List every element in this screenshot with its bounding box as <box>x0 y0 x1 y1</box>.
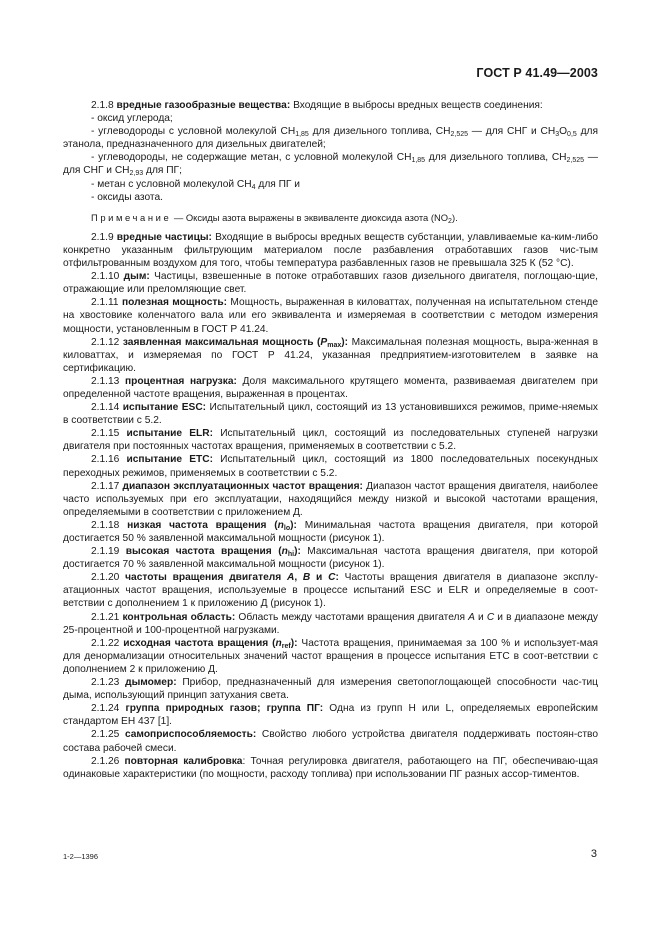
clause-text: Максимальная полезная мощность, выра-женная в киловаттах, и измеряемая по ГОСТ Р 41.24, указанная предприятием-изготовителем в заявке на сертификацию. <box>63 336 598 374</box>
clause-text: Максимальная частота вращения двигателя, при которой достигается 70 % заявленной максимальной мощности (рисунок 1). <box>63 546 598 571</box>
clause-2-1-11 <box>63 296 598 335</box>
clause-term: диапазон эксплуатационных частот вращения: <box>122 480 363 492</box>
clause-number: 2.1.14 <box>91 402 123 414</box>
term-symbol: P <box>320 336 328 348</box>
speed-symbol: C <box>486 611 495 623</box>
clause-number: 2.1.21 <box>91 611 123 623</box>
clause-number: 2.1.9 <box>91 231 117 243</box>
clause-2-1-21 <box>63 611 598 637</box>
term-text: частоты вращения двигателя <box>125 572 287 584</box>
clause-term <box>127 520 297 531</box>
clause-term: испытание ЕТС: <box>126 454 213 466</box>
clause-text: Мощность, выраженная в киловаттах, полученная на испытательном стенде на хвостовике коленчатого вала или его эквивалента и измеряемая в соответствии с методом измерения мощности, установленным в ГОСТ Р 41.24. <box>63 297 598 335</box>
term-text: ): <box>341 336 349 348</box>
list-text: для дизельного топлива, CH <box>425 152 567 164</box>
clause-2-1-12 <box>63 336 598 375</box>
clause-2-1-17 <box>63 480 598 519</box>
list-text: для этанола, предназначенного для дизельных двигателей; <box>63 126 598 151</box>
clause-term: повторная калибровка <box>124 755 243 767</box>
clause-number: 2.1.24 <box>91 703 126 715</box>
clause-text: и в диапазоне между 25-процентной и 100-процентной нагрузками. <box>63 611 599 636</box>
clause-term <box>123 638 297 649</box>
term-text: низкая частота вращения ( <box>127 519 278 531</box>
term-symbol: n <box>275 637 282 649</box>
standard-code: ГОСТ Р 41.49—2003 <box>476 66 598 80</box>
clause-2-1-10 <box>63 270 598 296</box>
list-text: - метан с условной молекулой CH <box>91 178 252 190</box>
note-text: ). <box>451 211 458 223</box>
term-text: ): <box>294 546 301 558</box>
clause-number: 2.1.18 <box>91 519 128 531</box>
list-item <box>63 125 598 151</box>
clause-number: 2.1.25 <box>91 729 125 741</box>
clause-text: Область между частотами вращения двигателя <box>235 611 469 623</box>
clause-term: вредные газообразные вещества: <box>116 100 291 111</box>
clause-2-1-8 <box>63 99 598 112</box>
clause-term: дым: <box>123 271 150 283</box>
clause-2-1-19 <box>63 545 598 571</box>
subscript: 2 <box>448 217 452 225</box>
clause-text: Прибор, предназначенный для измерения светопоглощающей способности час-тиц дыма, использующий принцип затухания света. <box>63 677 599 702</box>
term-text: , <box>294 572 303 584</box>
clause-term: дымомер: <box>125 677 177 689</box>
subscript: max <box>327 341 342 349</box>
list-text: для ПГ; <box>143 165 182 177</box>
clause-2-1-23 <box>63 676 598 702</box>
clause-number: 2.1.10 <box>91 271 124 283</box>
clause-2-1-9 <box>63 231 598 270</box>
list-text: O <box>559 126 568 138</box>
clause-number: 2.1.23 <box>91 677 126 689</box>
list-item <box>63 151 598 177</box>
subscript: 1,85 <box>411 157 426 165</box>
clause-text: Частицы, взвешенные в потоке отработавших газов дизельного двигателя, поглощаю-щие, отражающие или преломляющие свет. <box>63 271 598 296</box>
list-text: - оксиды азота. <box>91 191 163 203</box>
term-text: ): <box>290 519 297 531</box>
subscript: 2,525 <box>566 157 585 165</box>
page-number: 3 <box>590 848 597 860</box>
term-symbol: n <box>277 519 284 531</box>
clause-text: Одна из групп H или L, определяемых европейским стандартом ЕН 437 [1]. <box>63 703 599 728</box>
term-symbol: A <box>286 572 295 584</box>
clause-2-1-13 <box>63 375 598 401</box>
clause-term: испытание ELR: <box>126 428 214 440</box>
clause-text: Испытательный цикл, состоящий из 1800 последовательных посекундных переходных режимов, применяемых в соответствии с 5.2. <box>63 454 598 479</box>
clause-text: Входящие в выбросы вредных веществ субстанции, улавливаемые ка-ким-либо конкретно указанным фильтрующим материалом после разбавления отработавших газов чис-тым отфильтрованным воздухом для того, чтобы температура разбавленных газов не превышала 325 К (52 °С). <box>63 231 598 270</box>
term-symbol: C <box>328 572 336 584</box>
clause-2-1-20 <box>63 571 598 610</box>
term-text: высокая частота вращения ( <box>125 546 282 558</box>
list-text: — для СНГ и CH <box>468 126 556 138</box>
clause-number: 2.1.8 <box>91 100 117 111</box>
clause-number: 2.1.19 <box>91 546 126 558</box>
clause-term <box>123 337 348 348</box>
list-text: - оксид углерода; <box>91 113 173 125</box>
list-item <box>63 112 598 125</box>
clause-term <box>126 546 301 557</box>
subscript: lo <box>283 524 291 532</box>
note-text: — Оксиды азота выражены в эквиваленте диоксида азота (NO <box>171 211 449 223</box>
clause-2-1-16 <box>63 453 598 479</box>
term-text: и <box>310 572 329 584</box>
clause-number: 2.1.26 <box>91 755 125 767</box>
subscript: 3 <box>555 131 560 139</box>
clause-2-1-24 <box>63 702 598 728</box>
clause-number: 2.1.20 <box>91 572 126 584</box>
clause-text: Испытательный цикл, состоящий из последовательных ступеней нагрузки двигателя при постоянных частотах вращения, применяемых в соответствии с 5.2. <box>63 428 598 453</box>
clause-number: 2.1.15 <box>91 428 127 440</box>
clause-number: 2.1.13 <box>91 375 125 387</box>
clause-text: Минимальная частота вращения двигателя, при которой достигается 50 % заявленной максимальной мощности (рисунок 1). <box>63 519 599 544</box>
clause-number: 2.1.22 <box>91 637 124 649</box>
clause-text: : Точная регулировка двигателя, работающего на ПГ, обеспечиваю-щая одинаковые характеристики (по мощности, расходу топлива) при использовании ПГ разных ассор-тиментов. <box>63 755 598 780</box>
list-text: для дизельного топлива, CH <box>308 126 451 138</box>
clause-text: Частота вращения, принимаемая за 100 % и использует-мая для денормализации относительных значений частот вращения в процессе испытания ЕТС в соот-ветствии с дополнением 2 к приложению Д. <box>63 637 598 675</box>
clause-text: Диапазон частот вращения двигателя, наиболее часто используемых при его эксплуатации, находящийся между низкой и высокой частотами вращения, определяемыми в соответствии с приложением Д. <box>63 480 599 518</box>
term-text: ): <box>290 637 298 649</box>
subscript: 2,93 <box>129 170 144 178</box>
print-code: 1-2—1396 <box>63 852 99 861</box>
list-item <box>63 191 598 204</box>
term-text: : <box>335 572 339 584</box>
subscript: ref <box>281 642 291 650</box>
clause-number: 2.1.16 <box>91 454 127 466</box>
clause-term: контрольная область: <box>122 611 236 623</box>
subscript: 2,525 <box>450 131 469 139</box>
list-text: - углеводороды, не содержащие метан, с условной молекулой CH <box>91 152 412 164</box>
clause-number: 2.1.17 <box>91 480 123 492</box>
clause-2-1-22 <box>63 637 598 676</box>
subscript: 1,85 <box>295 131 309 139</box>
term-text: заявленная максимальная мощность ( <box>122 336 321 348</box>
list-text: — для СНГ и CH <box>63 152 598 177</box>
clause-2-1-18 <box>63 519 598 545</box>
term-text: исходная частота вращения ( <box>123 637 276 649</box>
clause-term: самоприспособляемость: <box>124 729 257 741</box>
clause-text: и <box>474 611 487 623</box>
subscript: hi <box>287 551 295 559</box>
clause-2-1-26 <box>63 755 598 781</box>
document-body <box>63 99 598 781</box>
clause-term: группа природных газов; группа ПГ: <box>125 703 324 715</box>
clause-term <box>125 572 339 583</box>
list-text: - углеводороды с условной молекулой CH <box>91 126 296 138</box>
clause-2-1-25 <box>63 728 598 754</box>
clause-2-1-15 <box>63 427 598 453</box>
clause-2-1-14 <box>63 401 598 427</box>
clause-text: Доля максимального крутящего момента, развиваемая двигателем при определенной частоте вращения, выраженная в процентах. <box>63 375 599 400</box>
subscript: 0,5 <box>567 131 577 139</box>
note-label: Примечание <box>91 211 172 223</box>
list-item <box>63 178 598 191</box>
clause-term: испытание ESC: <box>122 402 207 414</box>
clause-text: Испытательный цикл, состоящий из 13 установившихся режимов, приме-няемых в соответствии с 5.2. <box>63 402 598 427</box>
clause-text: Свойство любого устройства двигателя поддерживать постоян-ство состава рабочей смеси. <box>63 729 599 754</box>
list-text: для ПГ и <box>255 178 300 190</box>
clause-term: процентная нагрузка: <box>124 375 237 387</box>
term-symbol: n <box>281 546 288 558</box>
clause-number: 2.1.11 <box>91 297 122 309</box>
speed-symbol: A <box>468 611 475 623</box>
clause-text: Частоты вращения двигателя в диапазоне эксплу-атационных частот вращения, используемые в процессе испытаний ESC и ELR и определяемые в соот-ветствии с дополнением 1 к приложению Д (рисунок 1). <box>63 572 598 610</box>
term-symbol: B <box>302 572 311 584</box>
subscript: 4 <box>251 183 256 191</box>
clause-number: 2.1.12 <box>91 336 123 348</box>
clause-term: вредные частицы: <box>116 231 212 243</box>
clause-text: Входящие в выбросы вредных веществ соединения: <box>290 100 543 111</box>
note <box>63 211 598 224</box>
clause-term: полезная мощность: <box>121 297 228 309</box>
